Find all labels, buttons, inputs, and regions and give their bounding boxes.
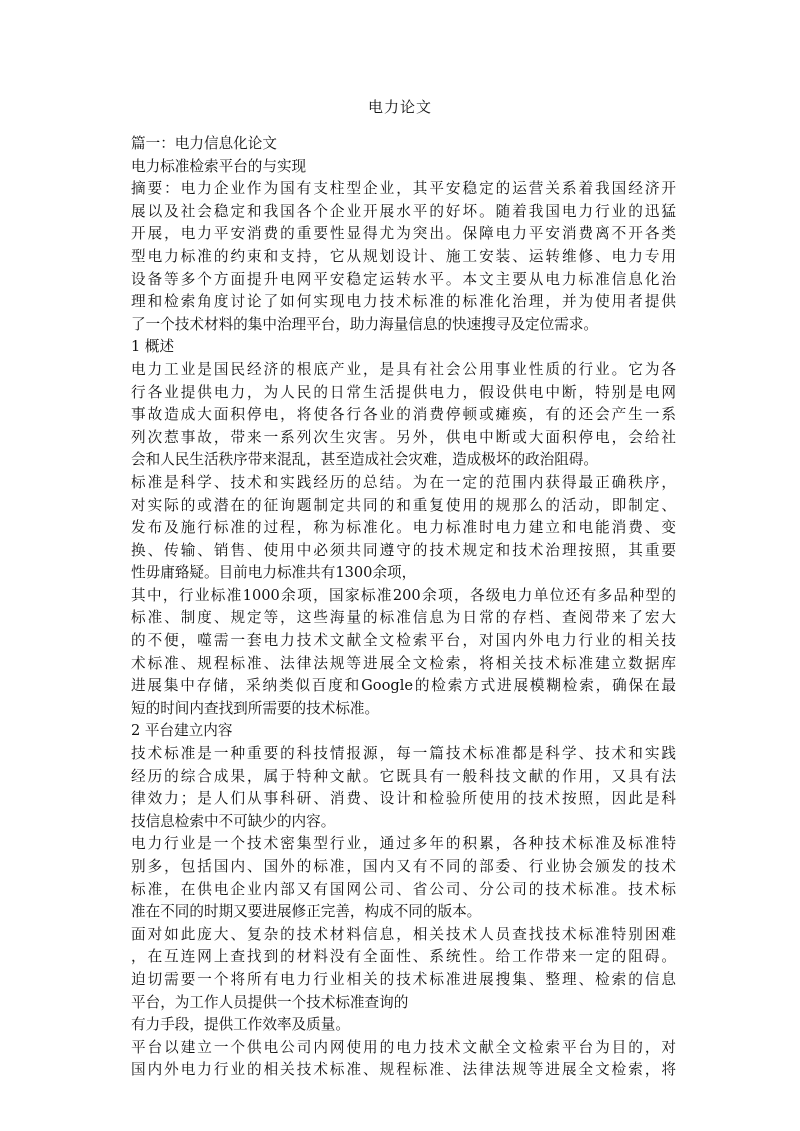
text-line: 标准、制度、规定等，这些海量的标准信息为日常的存档、查阅带来了宏大	[131, 609, 676, 627]
text-line: ，在互连网上查找到的材料没有全面性、系统性。给工作带来一定的阻碍。	[131, 948, 676, 966]
text-line: 会和人民生活秩序带来混乱，甚至造成社会灾难，造成极坏的政治阻碍。	[131, 451, 599, 469]
text-line: 面对如此庞大、复杂的技术材料信息，相关技术人员查找技术标准特别困难	[131, 925, 676, 943]
text-line: 展以及社会稳定和我国各个企业开展水平的好坏。随着我国电力行业的迅猛	[131, 202, 676, 220]
text-line: 技术标准是一种重要的科技情报源，每一篇技术标准都是科学、技术和实践	[131, 745, 676, 763]
text-line: 迫切需要一个将所有电力行业相关的技术标准进展搜集、整理、检索的信息	[131, 970, 676, 988]
text-line: 别多，包括国内、国外的标准，国内又有不同的部委、行业协会颁发的技术	[131, 858, 676, 875]
text-line: 换、传输、销售、使用中必须共同遵守的技术规定和技术治理按照，其重要	[131, 541, 676, 559]
text-line: 理和检索角度讨论了如何实现电力技术标准的标准化治理，并为使用者提供	[131, 293, 676, 311]
text-line: 型电力标准的约束和支持，它从规划设计、施工安装、运转维修、电力专用	[131, 247, 676, 265]
text-line: 律效力；是人们从事科研、消费、设计和检验所使用的技术按照，因此是科	[131, 790, 676, 808]
text-line: 1 概述	[131, 338, 175, 356]
text-line: 进展集中存储，采纳类似百度和Google的检索方式进展模糊检索，确保在最	[131, 677, 676, 695]
text-line: 发布及施行标准的过程，称为标准化。电力标准时电力建立和电能消费、变	[131, 519, 676, 537]
text-line: 经历的综合成果，属于特种文献。它既具有一般科技文献的作用，又具有法	[131, 767, 676, 785]
text-line: 了一个技术材料的集中治理平台，助力海量信息的快速搜寻及定位需求。	[131, 315, 599, 333]
document-body	[131, 133, 676, 1082]
text-line: 列次惹事故，带来一系列次生灾害。另外，供电中断或大面积停电，会给社	[131, 428, 676, 446]
text-line: 电力工业是国民经济的根底产业，是具有社会公用事业性质的行业。它为各	[131, 360, 676, 378]
text-line: 行各业提供电力，为人民的日常生活提供电力，假设供电中断，特别是电网	[131, 383, 676, 401]
text-line: 平台，为工作人员提供一个技术标准查询的	[131, 993, 409, 1011]
document-title: 电力论文	[367, 98, 432, 116]
text-line: 2 平台建立内容	[131, 722, 233, 740]
text-line: 技信息检索中不可缺少的内容。	[131, 812, 336, 830]
text-line: 开展，电力平安消费的重要性显得尤为突出。保障电力平安消费离不开各类	[131, 225, 676, 243]
text-line: 事故造成大面积停电，将使各行各业的消费停顿或瘫痪，有的还会产生一系	[131, 406, 676, 424]
text-line: 篇一：电力信息化论文	[131, 135, 277, 152]
text-line: 对实际的或潜在的征询题制定共同的和重复使用的规那么的活动，即制定、	[131, 496, 676, 514]
text-line: 的不便，噬需一套电力技术文献全文检索平台，对国内外电力行业的相关技	[131, 632, 676, 650]
text-line: 电力行业是一个技术密集型行业，通过多年的积累，各种技术标准及标准特	[131, 835, 676, 853]
text-line: 术标准、规程标准、法律法规等进展全文检索，将相关技术标准建立数据库	[131, 654, 676, 672]
text-line: 准在不同的时期又要进展修正完善，构成不同的版本。	[131, 903, 482, 921]
text-line: 电力标准检索平台的与实现	[131, 157, 307, 175]
text-line: 设备等多个方面提升电网平安稳定运转水平。本文主要从电力标准信息化治	[131, 270, 676, 288]
text-line: 其中，行业标准1000余项，国家标准200余项，各级电力单位还有多品种型的	[131, 586, 676, 604]
text-line: 性毋庸臵疑。目前电力标准共有1300余项，	[131, 564, 417, 582]
text-line: 有力手段，提供工作效率及质量。	[131, 1016, 350, 1034]
text-line: 标准，在供电企业内部又有国网公司、省公司、分公司的技术标准。技术标	[131, 880, 676, 898]
text-line: 平台以建立一个供电公司内网使用的电力技术文献全文检索平台为目的，对	[131, 1038, 676, 1056]
text-line: 短的时间内查找到所需要的技术标准。	[131, 699, 380, 717]
text-line: 标准是科学、技术和实践经历的总结。为在一定的范围内获得最正确秩序，	[131, 473, 676, 491]
text-line: 摘要：电力企业作为国有支柱型企业，其平安稳定的运营关系着我国经济开	[131, 180, 676, 198]
text-line: 国内外电力行业的相关技术标准、规程标准、法律法规等进展全文检索，将	[131, 1061, 676, 1079]
